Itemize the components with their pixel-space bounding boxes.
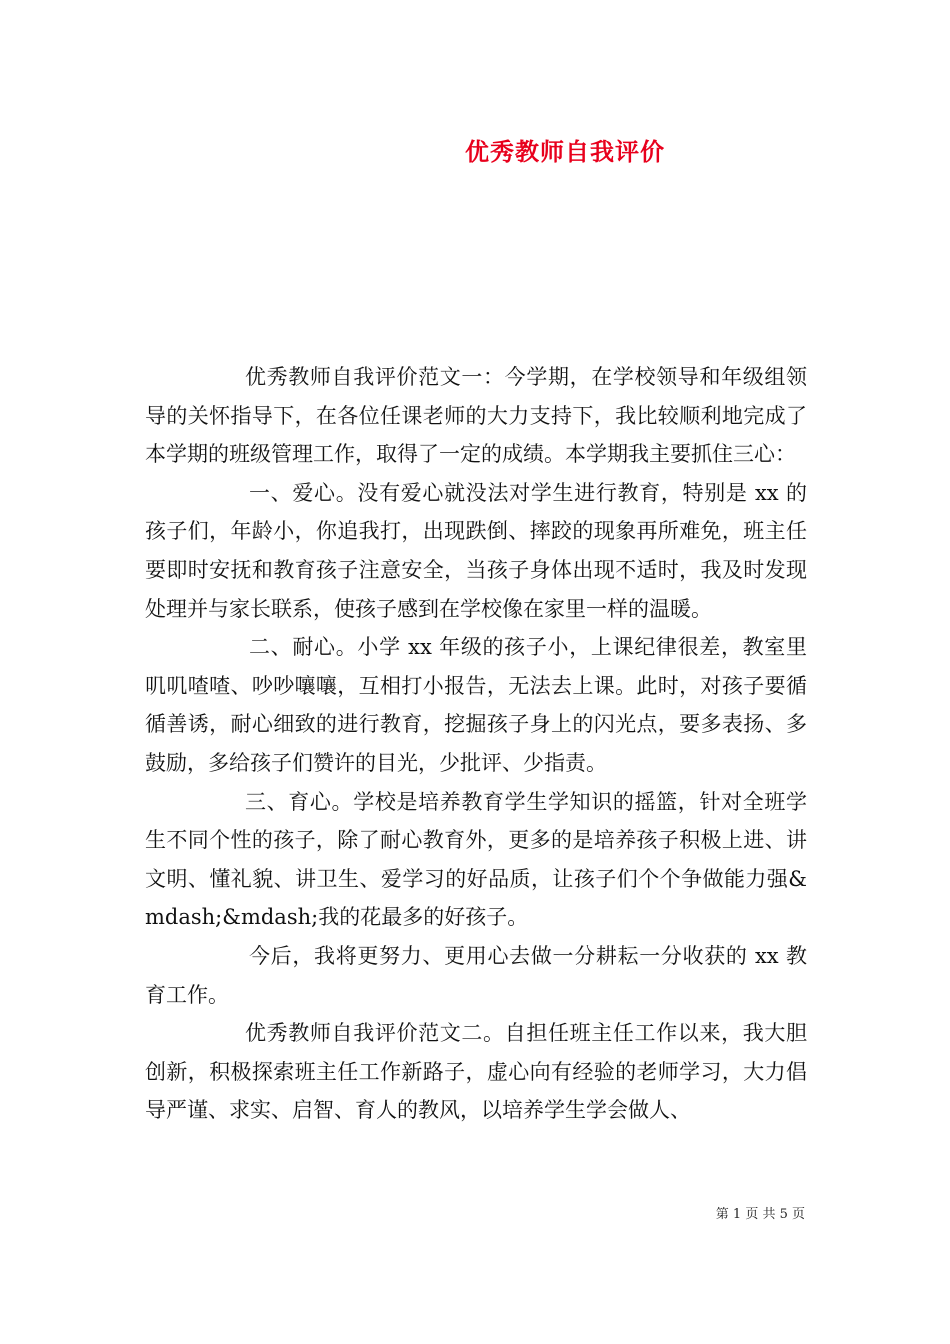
paragraph-future: 今后，我将更努力、更用心去做一分耕耘一分收获的 xx 教育工作。: [145, 943, 807, 1007]
document-title: 优秀教师自我评价: [465, 137, 665, 166]
paragraph-sample-two: 优秀教师自我评价范文二。自担任班主任工作以来，我大胆创新，积极探索班主任工作新路子，虚心向有经验的老师学习，大力倡导严谨、求实、启智、育人的教风，以培养学生学会做人、: [145, 1021, 807, 1123]
paragraph-nurture: 三、育心。学校是培养教育学生学知识的摇篮，针对全班学生不同个性的孩子，除了耐心教育外，更多的是培养孩子积极上进、讲文明、懂礼貌、讲卫生、爱学习的好品质，让孩子们个个争做能力强&mdash;&mdash;我的花最多的好孩子。: [145, 789, 807, 930]
page-number: 第 1 页 共 5 页: [715, 1207, 805, 1222]
paragraph-love: 一、爱心。没有爱心就没法对学生进行教育，特别是 xx 的孩子们，年龄小，你追我打，出现跌倒、摔跤的现象再所难免，班主任要即时安抚和教育孩子注意安全，当孩子身体出现不适时，我及时发现处理并与家长联系，使孩子感到在学校像在家里一样的温暖。: [145, 480, 807, 621]
paragraph-patience: 二、耐心。小学 xx 年级的孩子小，上课纪律很差，教室里叽叽喳喳、吵吵嚷嚷，互相打小报告，无法去上课。此时，对孩子要循循善诱，耐心细致的进行教育，挖掘孩子身上的闪光点，要多表扬、多鼓励，多给孩子们赞许的目光，少批评、少指责。: [145, 635, 807, 775]
document-body: [145, 358, 807, 1130]
paragraph-intro: 优秀教师自我评价范文一：今学期，在学校领导和年级组领导的关怀指导下，在各位任课老师的大力支持下，我比较顺利地完成了本学期的班级管理工作，取得了一定的成绩。本学期我主要抓住三心：: [145, 365, 807, 467]
